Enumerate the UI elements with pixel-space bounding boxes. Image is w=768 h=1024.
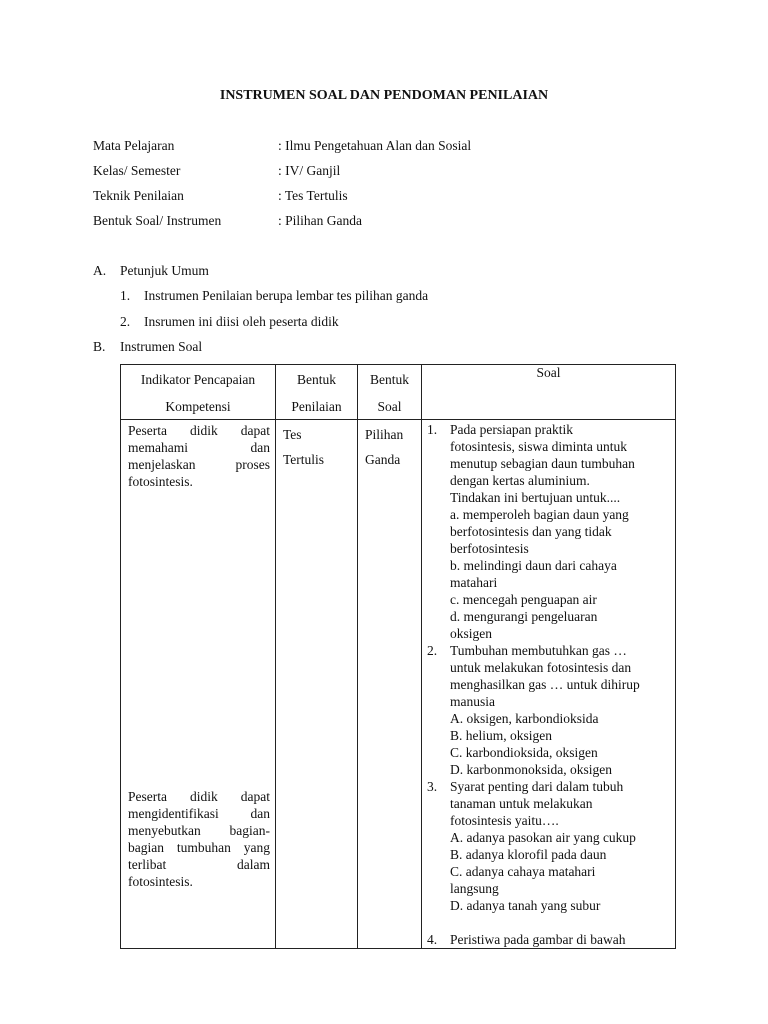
question-line: tanaman untuk melakukan — [450, 796, 593, 811]
indikator-2: Peserta didik dapat mengidentifikasi dan menyebutkan bagian-bagian tumbuhan yang terlibat dalam fotosintesis. — [128, 789, 270, 889]
option-line: berfotosintesis dan yang tidak — [450, 524, 612, 539]
meta-label: Bentuk Soal/ Instrumen — [93, 213, 222, 228]
option-line: A. oksigen, karbondioksida — [450, 711, 599, 726]
question-line: Tumbuhan membutuhkan gas … — [450, 643, 627, 658]
option-line: b. melindingi daun dari cahaya — [450, 558, 617, 573]
header-text: Kompetensi — [165, 399, 231, 414]
option-line: c. mencegah penguapan air — [450, 592, 597, 607]
header-text: Penilaian — [291, 399, 342, 414]
table-header-row — [121, 365, 676, 420]
section-b-marker: B. — [93, 339, 106, 354]
option-line: d. mengurangi pengeluaran — [450, 609, 598, 624]
question-number: 3. — [427, 779, 438, 794]
section-a-heading: Petunjuk Umum — [120, 263, 209, 278]
option-line: B. adanya klorofil pada daun — [450, 847, 607, 862]
header-text: Soal — [377, 399, 402, 414]
option-line: C. karbondioksida, oksigen — [450, 745, 598, 760]
spacer — [422, 914, 675, 931]
question-line: fotosintesis yaitu…. — [450, 813, 559, 828]
cell-bentuk-penilaian — [276, 420, 358, 949]
question-line: manusia — [450, 694, 495, 709]
option-line: D. karbonmonoksida, oksigen — [450, 762, 612, 777]
question-line: untuk melakukan fotosintesis dan — [450, 660, 632, 675]
cell-indikator — [121, 420, 276, 949]
option-line: A. adanya pasokan air yang cukup — [450, 830, 636, 845]
cell-text: Tes — [283, 427, 302, 442]
option-line: C. adanya cahaya matahari — [450, 864, 596, 879]
cell-text: Pilihan — [365, 427, 404, 442]
option-line: berfotosintesis — [450, 541, 529, 556]
option-line: B. helium, oksigen — [450, 728, 552, 743]
meta-value: : Pilihan Ganda — [278, 213, 362, 228]
header-indikator — [121, 365, 276, 420]
list-item-number: 1. — [120, 288, 131, 303]
meta-label: Mata Pelajaran — [93, 138, 175, 153]
header-bentuk-soal — [358, 365, 422, 420]
question-line: menghasilkan gas … untuk dihirup — [450, 677, 640, 692]
header-text: Bentuk — [370, 372, 409, 387]
option-line: D. adanya tanah yang subur — [450, 898, 601, 913]
document-title: INSTRUMEN SOAL DAN PENDOMAN PENILAIAN — [219, 88, 549, 103]
question-number: 1. — [427, 422, 438, 437]
questions-list — [422, 420, 675, 948]
meta-value: : IV/ Ganjil — [278, 163, 341, 178]
header-text: Soal — [536, 365, 561, 380]
question-line: fotosintesis, siswa diminta untuk — [450, 439, 627, 454]
question-4 — [422, 931, 675, 948]
cell-bentuk-soal — [358, 420, 422, 949]
question-line: Pada persiapan praktik — [450, 422, 573, 437]
header-soal — [422, 365, 676, 420]
meta-value: : Tes Tertulis — [278, 188, 348, 203]
header-text: Bentuk — [297, 372, 336, 387]
option-line: a. memperoleh bagian daun yang — [450, 507, 629, 522]
question-line: menutup sebagian daun tumbuhan — [450, 456, 635, 471]
cell-soal — [422, 420, 676, 949]
question-line: dengan kertas aluminium. — [450, 473, 590, 488]
question-2 — [422, 642, 675, 778]
question-line: Syarat penting dari dalam tubuh — [450, 779, 624, 794]
list-item-number: 2. — [120, 314, 131, 329]
header-text: Indikator Pencapaian — [140, 372, 256, 387]
question-number: 2. — [427, 643, 438, 658]
option-line: matahari — [450, 575, 498, 590]
table-row — [121, 420, 676, 949]
option-line: langsung — [450, 881, 499, 896]
instrument-table — [120, 364, 676, 949]
cell-text: Tertulis — [283, 452, 325, 467]
question-number: 4. — [427, 932, 438, 947]
question-line: Peristiwa pada gambar di bawah — [450, 932, 626, 947]
meta-value: : Ilmu Pengetahuan Alan dan Sosial — [278, 138, 472, 153]
meta-label: Teknik Penilaian — [93, 188, 184, 203]
question-1 — [422, 421, 675, 642]
indikator-1: Peserta didik dapat memahami dan menjelaskan proses fotosintesis. — [128, 423, 270, 489]
list-item-text: Insrumen ini diisi oleh peserta didik — [144, 314, 339, 329]
question-line: Tindakan ini bertujuan untuk.... — [450, 490, 621, 505]
meta-label: Kelas/ Semester — [93, 163, 181, 178]
section-b-heading: Instrumen Soal — [120, 339, 203, 354]
option-line: oksigen — [450, 626, 492, 641]
question-3 — [422, 778, 675, 914]
list-item-text: Instrumen Penilaian berupa lembar tes pilihan ganda — [144, 288, 429, 303]
cell-text: Ganda — [365, 452, 401, 467]
header-bentuk-penilaian — [276, 365, 358, 420]
section-a-marker: A. — [93, 263, 107, 278]
